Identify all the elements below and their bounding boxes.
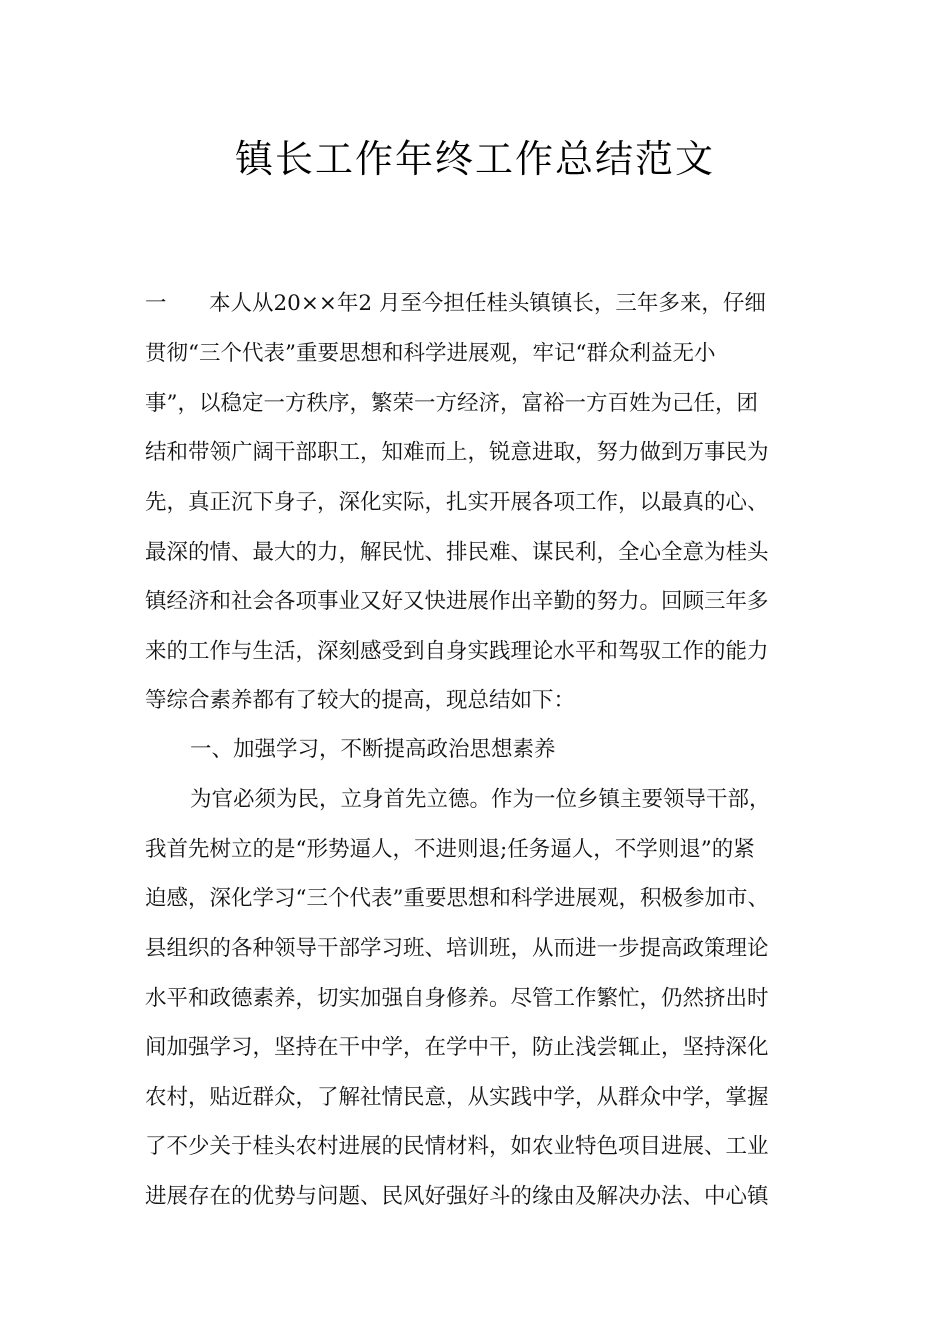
section-heading: 一、加强学习，不断提高政治思想素养 [190, 737, 556, 762]
paragraph-line: 我首先树立的是“形势逼人，不进则退;任务逼人，不学则退”的紧 [145, 837, 755, 862]
paragraph-text: 本人从20××年2 月至今担任桂头镇镇长，三年多来，仔细 [209, 291, 766, 316]
paragraph-line: 了不少关于桂头农村进展的民情材料，如农业特色项目进展、工业 [145, 1134, 769, 1159]
list-marker: 一 [145, 291, 167, 316]
paragraph-line: 镇经济和社会各项事业又好又快进展作出辛勤的努力。回顾三年多 [145, 589, 769, 614]
paragraph-line: 间加强学习，坚持在干中学，在学中干，防止浅尝辄止，坚持深化 [145, 1035, 769, 1060]
paragraph-line: 先，真正沉下身子，深化实际，扎实开展各项工作，以最真的心、 [145, 490, 769, 515]
paragraph-line: 水平和政德素养，切实加强自身修养。尽管工作繁忙，仍然挤出时 [145, 986, 769, 1011]
paragraph-line: 事”，以稳定一方秩序，繁荣一方经济，富裕一方百姓为己任，团 [145, 391, 758, 416]
paragraph-line [145, 290, 766, 318]
paragraph-line: 等综合素养都有了较大的提高，现总结如下： [145, 688, 576, 713]
paragraph-line: 贯彻“三个代表”重要思想和科学进展观，牢记“群众利益无小 [145, 341, 716, 366]
paragraph-line: 农村，贴近群众，了解社情民意，从实践中学，从群众中学，掌握 [145, 1085, 769, 1110]
document-title: 镇长工作年终工作总结范文 [234, 137, 715, 181]
paragraph-line: 迫感，深化学习“三个代表”重要思想和科学进展观，积极参加市、 [145, 886, 769, 911]
paragraph-line: 结和带领广阔干部职工，知难而上，锐意进取，努力做到万事民为 [145, 440, 769, 465]
paragraph-line: 来的工作与生活，深刻感受到自身实践理论水平和驾驭工作的能力 [145, 639, 769, 664]
paragraph-line: 最深的情、最大的力，解民忧、排民难、谋民利，全心全意为桂头 [145, 540, 769, 565]
paragraph-line: 为官必须为民，立身首先立德。作为一位乡镇主要领导干部， [190, 787, 771, 812]
paragraph-line: 进展存在的优势与问题、民风好强好斗的缘由及解决办法、中心镇 [145, 1184, 769, 1209]
paragraph-line: 县组织的各种领导干部学习班、培训班，从而进一步提高政策理论 [145, 936, 769, 961]
